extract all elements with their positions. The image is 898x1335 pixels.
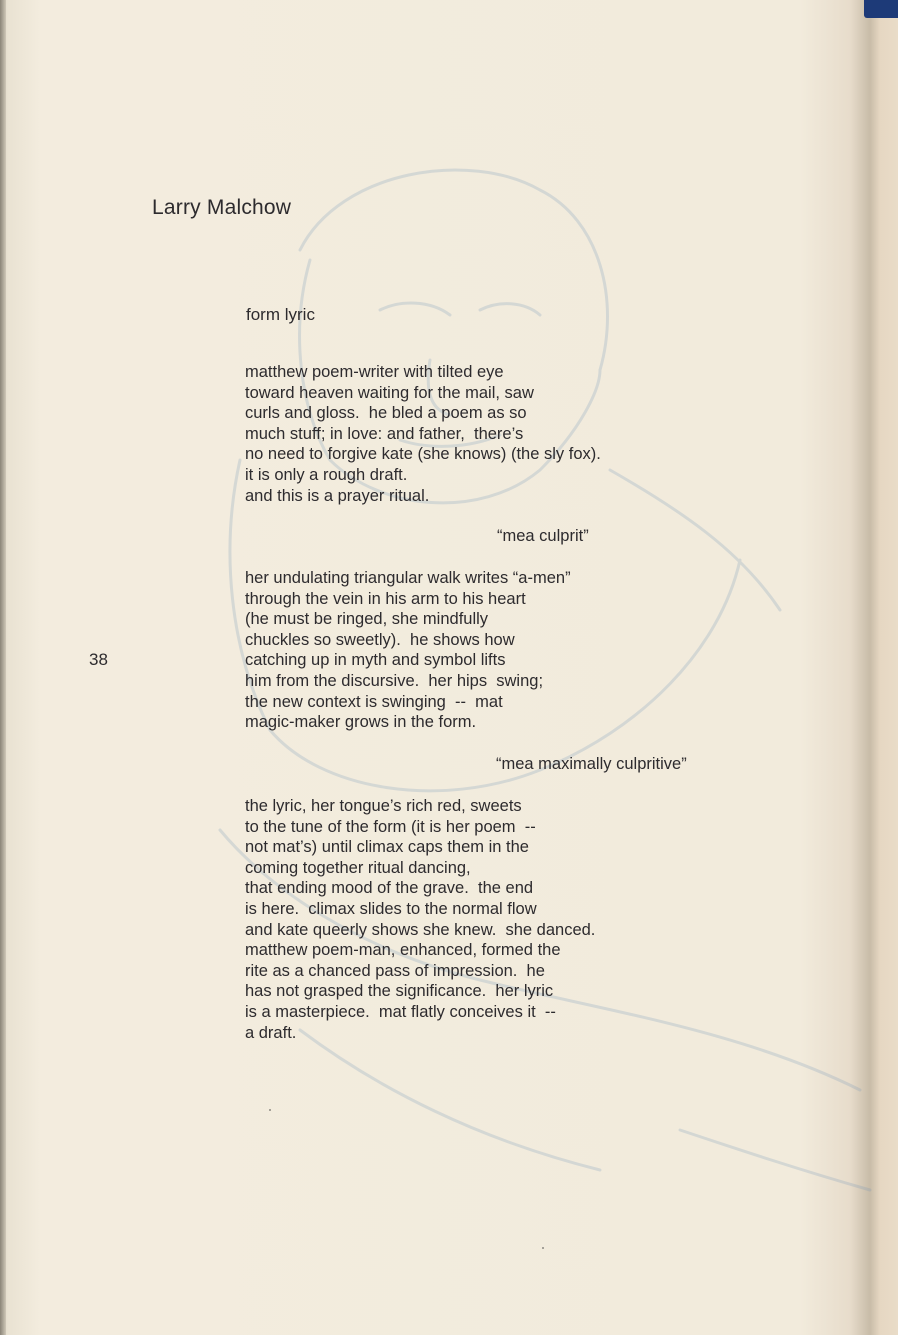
stanza-1: matthew poem-writer with tilted eye toward heaven waiting for the mail, saw curls and gloss. he bled a poem as so much stuff; in love: and father, there’s no need to forgive kate (she knows) (the sly fox). it is only a rough draft. and this is a prayer ritual. <box>245 363 601 505</box>
corner-mark <box>864 0 898 18</box>
stanza-2: her undulating triangular walk writes “a-men” through the vein in his arm to his heart (he must be ringed, she mindfully chuckles so sweetly). he shows how catching up in myth and symbol lifts him from the discursive. her hips swing; the new context is swinging -- mat magic-maker grows in the form. <box>245 569 571 732</box>
refrain-1: “mea culprit” <box>497 527 589 545</box>
paper-speck <box>269 1109 271 1111</box>
paper-speck <box>542 1247 544 1249</box>
poem-title: form lyric <box>246 305 315 324</box>
author-name: Larry Malchow <box>152 196 292 219</box>
page-gutter <box>0 0 6 1335</box>
page-number: 38 <box>89 650 108 669</box>
stanza-3: the lyric, her tongue’s rich red, sweets to the tune of the form (it is her poem -- not mat’s) until climax caps them in the coming together ritual dancing, that ending mood of the grave. the end is here. climax slides to the normal flow and kate queerly shows she knew. she danced. matthew poem-man, enhanced, formed the rite as a chanced pass of impression. he has not grasped the significance. her lyric is a masterpiece. mat flatly conceives it -- a draft. <box>245 797 596 1042</box>
refrain-2: “mea maximally culpritive” <box>496 755 687 773</box>
